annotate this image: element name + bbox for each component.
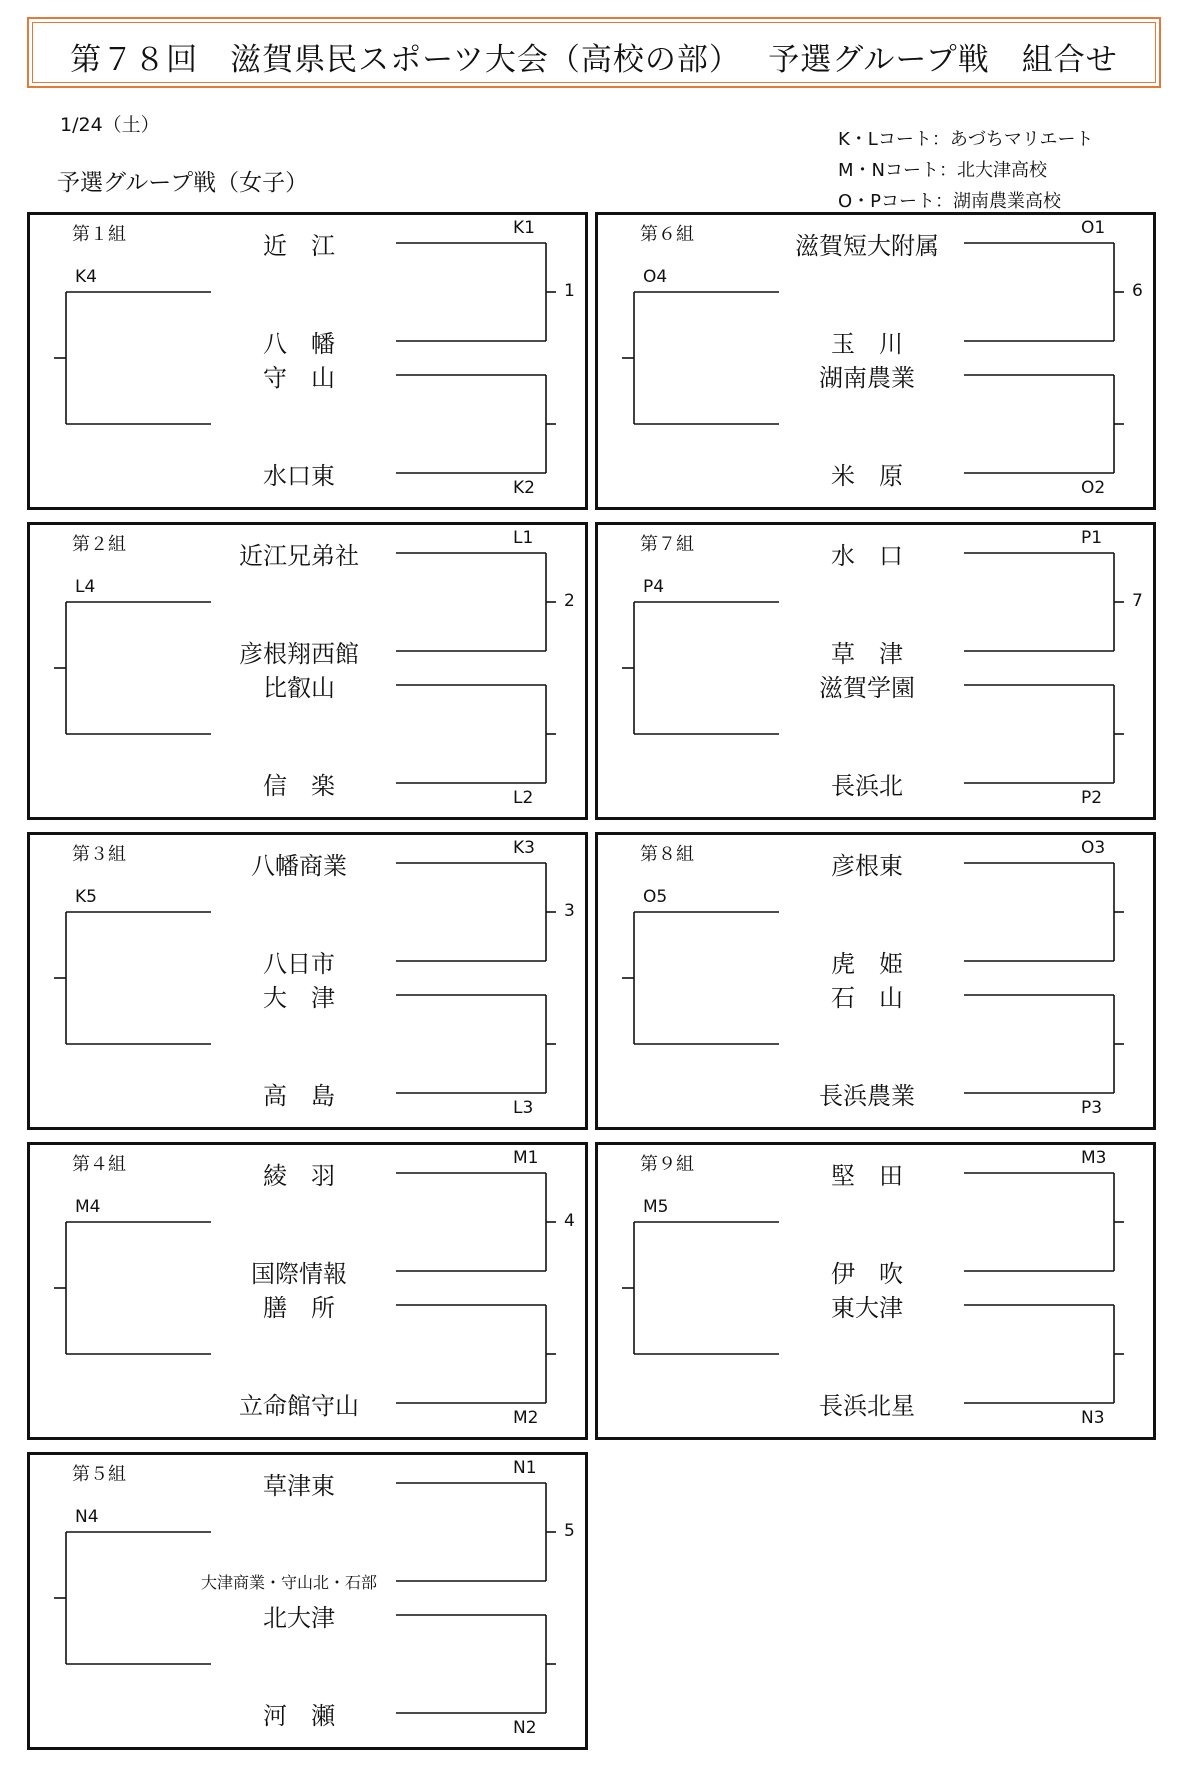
team-name: 八日市 [263, 950, 335, 978]
group-number: 7 [1132, 591, 1143, 611]
team-name: 膳 所 [263, 1294, 335, 1322]
slot-label-top: N1 [513, 1458, 537, 1478]
team-name: 湖南農業 [819, 364, 915, 392]
slot-label-left: K4 [75, 267, 97, 287]
slot-label-top: O3 [1081, 838, 1106, 858]
slot-label-top: P1 [1081, 528, 1103, 548]
group-number: 3 [564, 901, 575, 921]
group-box [27, 212, 588, 510]
team-name: 長浜農業 [819, 1082, 915, 1110]
date: 1/24（土） [60, 114, 160, 136]
group-number: 6 [1132, 281, 1143, 301]
team-name: 近 江 [263, 232, 335, 260]
slot-label-left: P4 [643, 577, 665, 597]
team-name: 水口東 [263, 462, 335, 490]
slot-label-bottom: M2 [513, 1408, 539, 1428]
group-name: 第１組 [72, 224, 126, 245]
slot-label-left: O4 [643, 267, 668, 287]
slot-label-top: K3 [513, 838, 535, 858]
slot-label-bottom: K2 [513, 478, 535, 498]
group-box [595, 1142, 1156, 1440]
team-name: 長浜北星 [819, 1392, 915, 1420]
team-name: 玉 川 [831, 330, 903, 358]
slot-label-top: O1 [1081, 218, 1106, 238]
team-name: 滋賀短大附属 [795, 232, 939, 260]
group-name: 第３組 [72, 844, 126, 865]
team-name: 河 瀬 [263, 1702, 335, 1730]
team-name: 北大津 [263, 1604, 335, 1632]
court-assignments [838, 124, 1093, 217]
team-name: 彦根東 [831, 852, 903, 880]
team-name: 滋賀学園 [819, 674, 915, 702]
team-name: 八幡商業 [251, 852, 347, 880]
group-name: 第９組 [640, 1154, 694, 1175]
team-name: 大津商業・守山北・石部 [200, 1573, 377, 1592]
team-name: 近江兄弟社 [239, 542, 359, 570]
group-name: 第８組 [640, 844, 694, 865]
slot-label-left: L4 [75, 577, 96, 597]
group-box [595, 212, 1156, 510]
team-name: 伊 吹 [831, 1260, 903, 1288]
team-name: 草津東 [263, 1472, 335, 1500]
team-name: 堅 田 [831, 1162, 903, 1190]
team-name: 大 津 [263, 984, 335, 1012]
group-box [595, 832, 1156, 1130]
team-name: 国際情報 [251, 1260, 347, 1288]
slot-label-bottom: N3 [1081, 1408, 1105, 1428]
page-title: 第７８回 滋賀県民スポーツ大会（高校の部） 予選グループ戦 組合せ [70, 42, 1118, 78]
team-name: 草 津 [831, 640, 903, 668]
group-name: 第２組 [72, 534, 126, 555]
court-line: M・Nコート：北大津高校 [838, 160, 1047, 181]
title-box [27, 17, 1161, 88]
team-name: 信 楽 [263, 772, 335, 800]
group-box [27, 832, 588, 1130]
slot-label-bottom: P2 [1081, 788, 1103, 808]
slot-label-bottom: P3 [1081, 1098, 1103, 1118]
slot-label-left: O5 [643, 887, 668, 907]
team-name: 石 山 [831, 984, 903, 1012]
group-box [595, 522, 1156, 820]
team-name: 綾 羽 [263, 1162, 335, 1190]
team-name: 比叡山 [263, 674, 335, 702]
group-name: 第６組 [640, 224, 694, 245]
group-box [27, 1452, 588, 1750]
slot-label-bottom: O2 [1081, 478, 1106, 498]
slot-label-left: N4 [75, 1507, 99, 1527]
slot-label-bottom: L2 [513, 788, 534, 808]
slot-label-top: K1 [513, 218, 535, 238]
group-number: 2 [564, 591, 575, 611]
group-box [27, 1142, 588, 1440]
court-line: K・Lコート：あづちマリエート [838, 129, 1094, 150]
group-name: 第４組 [72, 1154, 126, 1175]
group-box [27, 522, 588, 820]
section-subtitle: 予選グループ戦（女子） [57, 170, 309, 196]
slot-label-top: M1 [513, 1148, 539, 1168]
slot-label-left: K5 [75, 887, 97, 907]
court-line: O・Pコート：湖南農業高校 [838, 191, 1062, 212]
slot-label-bottom: N2 [513, 1718, 537, 1738]
group-name: 第７組 [640, 534, 694, 555]
team-name: 虎 姫 [831, 950, 903, 978]
slot-label-top: M3 [1081, 1148, 1107, 1168]
group-number: 5 [564, 1521, 575, 1541]
team-name: 守 山 [263, 364, 335, 392]
team-name: 米 原 [831, 462, 903, 490]
team-name: 水 口 [831, 542, 903, 570]
slot-label-left: M5 [643, 1197, 669, 1217]
group-number: 4 [564, 1211, 575, 1231]
team-name: 東大津 [831, 1294, 903, 1322]
team-name: 立命館守山 [239, 1392, 359, 1420]
group-number: 1 [564, 281, 575, 301]
team-name: 八 幡 [263, 330, 335, 358]
slot-label-top: L1 [513, 528, 534, 548]
slot-label-bottom: L3 [513, 1098, 534, 1118]
team-name: 長浜北 [831, 772, 903, 800]
team-name: 彦根翔西館 [239, 640, 359, 668]
team-name: 高 島 [263, 1082, 335, 1110]
slot-label-left: M4 [75, 1197, 101, 1217]
group-name: 第５組 [72, 1464, 126, 1485]
